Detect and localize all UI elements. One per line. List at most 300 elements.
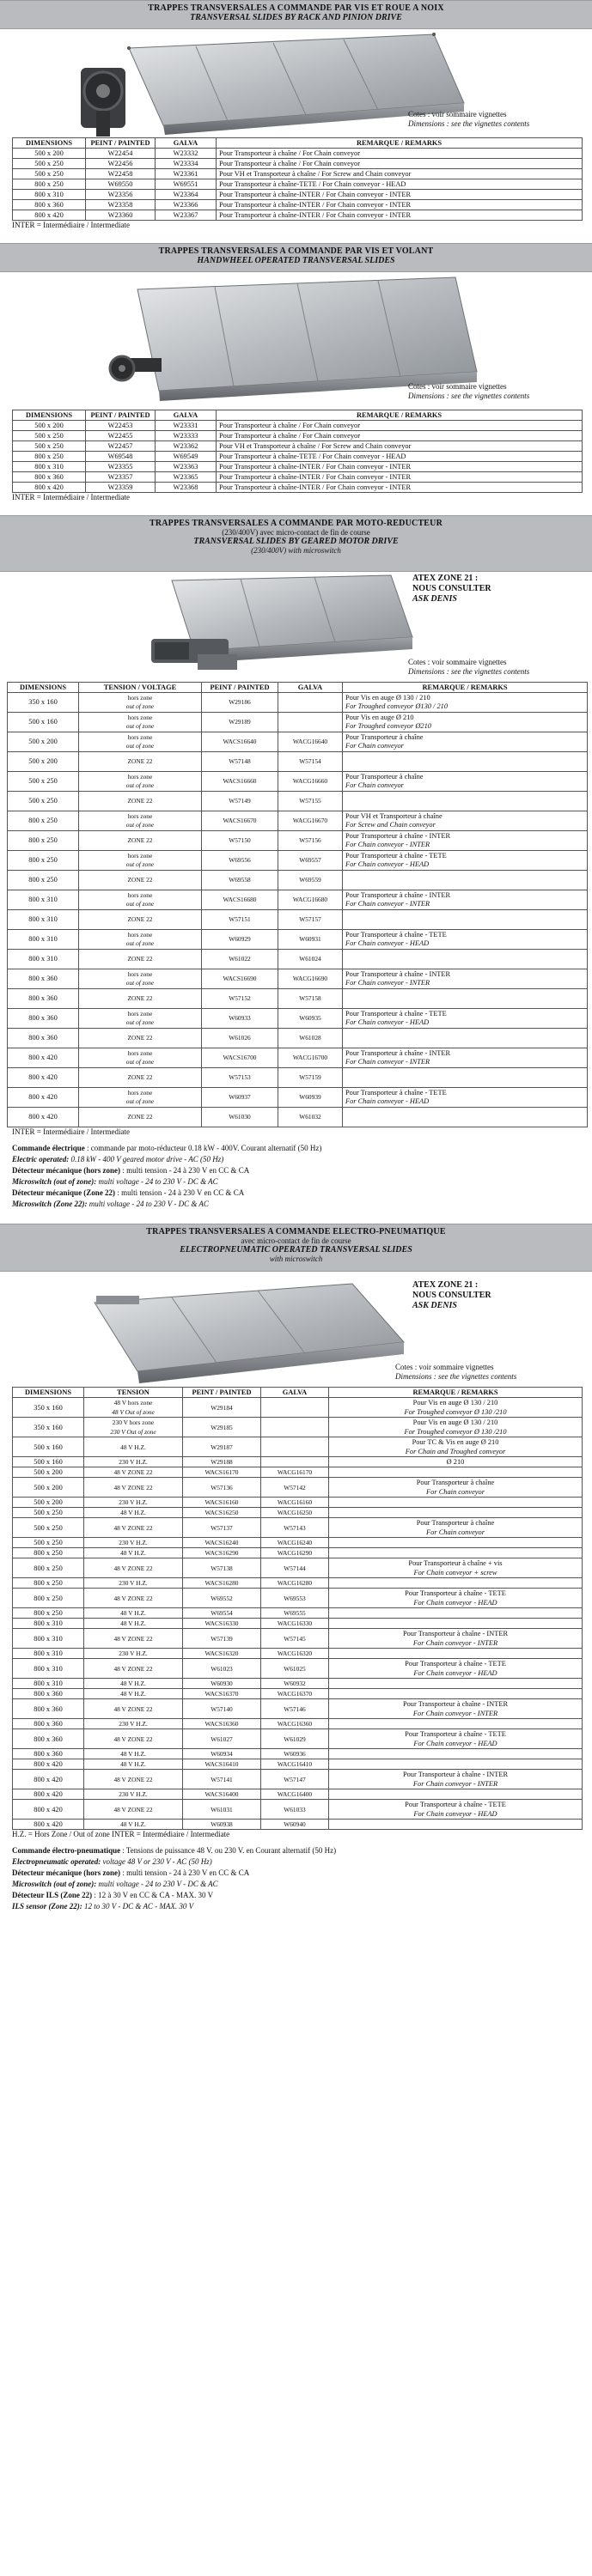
section1-title-en: TRANSVERSAL SLIDES BY RACK AND PINION DRIVE — [190, 13, 402, 22]
cell-voltage — [79, 713, 202, 732]
cell-dimensions: 800 x 420 — [8, 1068, 79, 1088]
cell-remarks — [329, 1548, 583, 1558]
tension-fr: 48 V ZONE 22 — [113, 1564, 153, 1572]
cell-painted: WACS16700 — [202, 1048, 278, 1068]
col-tension: TENSION — [84, 1388, 183, 1398]
cell-dimensions: 800 x 250 — [13, 452, 86, 462]
cell-voltage — [79, 1108, 202, 1127]
cell-remarks — [343, 772, 588, 792]
col-dimensions: DIMENSIONS — [8, 683, 79, 693]
tension-fr: 48 V ZONE 22 — [113, 1594, 153, 1602]
section3-title-fr: TRAPPES TRANSVERSALES A COMMANDE PAR MOTO-REDUCTEUR — [149, 519, 443, 528]
section2-table — [12, 410, 583, 493]
cell-galva: W57143 — [261, 1518, 329, 1538]
cell-tension — [84, 1759, 183, 1770]
tension-fr: 230 V H.Z. — [119, 1720, 148, 1728]
cell-painted: W69552 — [183, 1589, 261, 1608]
cell-galva: W61029 — [261, 1729, 329, 1749]
cell-tension — [84, 1548, 183, 1558]
remark-fr: Pour Transporteur à chaîne - INTER — [402, 1630, 509, 1637]
section2-inter-note: INTER = Intermédiaire / Intermediate — [12, 493, 131, 501]
cell-remarks: Pour Transporteur à chaîne-INTER / For Chain conveyor - INTER — [217, 472, 583, 483]
cell-dimensions: 500 x 200 — [13, 1478, 84, 1498]
cell-galva: WACG16370 — [261, 1689, 329, 1699]
cell-galva: W23367 — [156, 210, 217, 221]
remark-fr: Pour Transporteur à chaîne - TETE — [345, 851, 447, 860]
note-label: Commande électrique — [12, 1144, 85, 1152]
remark-fr: Pour Vis en auge Ø 210 — [345, 713, 414, 721]
table-row — [8, 1009, 588, 1029]
cell-remarks: Pour Transporteur à chaîne / For Chain conveyor — [217, 431, 583, 441]
remark-en: For Chain conveyor - HEAD — [413, 1810, 497, 1818]
cell-dimensions: 800 x 310 — [8, 950, 79, 969]
cell-galva — [278, 693, 343, 713]
note-label: Microswitch (Zone 22): — [12, 1200, 88, 1208]
cell-remarks — [329, 1649, 583, 1659]
cell-painted: WACS16400 — [183, 1789, 261, 1800]
section2-photo-area — [0, 272, 592, 410]
cell-dimensions: 800 x 250 — [13, 1548, 84, 1558]
table-row — [13, 1589, 583, 1608]
remark-fr: Pour Transporteur à chaîne - TETE — [345, 1009, 447, 1018]
section4-photo-area — [0, 1272, 592, 1387]
col-voltage: TENSION / VOLTAGE — [79, 683, 202, 693]
cell-dimensions: 800 x 420 — [13, 210, 86, 221]
cell-voltage — [79, 1068, 202, 1088]
table-row — [13, 1689, 583, 1699]
table-row — [8, 1068, 588, 1088]
cell-dimensions: 800 x 250 — [13, 179, 86, 190]
cell-painted: W57137 — [183, 1518, 261, 1538]
tension-fr: 48 V H.Z. — [120, 1760, 146, 1768]
note-line — [12, 1879, 592, 1890]
table-row — [8, 950, 588, 969]
cell-remarks — [343, 1029, 588, 1048]
note-text: multi voltage - 24 to 230 V - DC & AC — [96, 1177, 218, 1186]
remark-fr: Pour Vis en auge Ø 130 / 210 — [412, 1419, 498, 1426]
col-painted: PEINT / PAINTED — [86, 138, 156, 149]
cell-remarks — [343, 1009, 588, 1029]
remark-fr: Pour Transporteur à chaîne — [416, 1479, 495, 1486]
cell-tension — [84, 1467, 183, 1478]
cell-painted: W61027 — [183, 1729, 261, 1749]
table-row — [13, 169, 583, 179]
cell-dimensions: 500 x 200 — [8, 752, 79, 772]
cell-remarks: Pour Transporteur à chaîne-INTER / For Chain conveyor - INTER — [217, 200, 583, 210]
cell-painted: W60929 — [202, 930, 278, 950]
tension-fr: 230 V H.Z. — [119, 1579, 148, 1587]
section1-header — [0, 0, 592, 29]
note-text: 12 to 30 V - DC & AC - MAX. 30 V — [82, 1902, 194, 1911]
cell-painted: W57149 — [202, 792, 278, 811]
note-line — [12, 1199, 592, 1210]
voltage-en: out of zone — [125, 1097, 155, 1105]
cell-remarks — [329, 1800, 583, 1820]
voltage-fr: ZONE 22 — [127, 1072, 153, 1081]
cell-remarks — [329, 1619, 583, 1629]
cell-galva: W60940 — [261, 1820, 329, 1830]
note-text: multi voltage - 24 to 230 V - DC & AC — [87, 1200, 209, 1208]
cell-painted: W60934 — [183, 1749, 261, 1759]
atex-line2: NOUS CONSULTER — [412, 1291, 491, 1300]
remark-en: For Chain conveyor — [345, 781, 404, 789]
cell-galva — [278, 713, 343, 732]
section3-cotes-fr: Cotes : voir sommaire vignettes — [408, 658, 507, 666]
remark-en: For Troughed conveyor Ø 130 /210 — [404, 1408, 507, 1416]
cell-painted: W69550 — [86, 179, 156, 190]
remark-fr: Pour Transporteur à chaîne - TETE — [405, 1801, 506, 1808]
cell-galva: W57155 — [278, 792, 343, 811]
table-row — [13, 452, 583, 462]
note-text: : 12 à 30 V en CC & CA - MAX. 30 V — [92, 1891, 214, 1899]
col-dimensions: DIMENSIONS — [13, 138, 86, 149]
table-row — [13, 179, 583, 190]
cell-painted: WACS16160 — [183, 1498, 261, 1508]
cell-tension — [84, 1679, 183, 1689]
voltage-fr: hors zone — [127, 851, 153, 860]
cell-dimensions: 500 x 200 — [13, 421, 86, 431]
tension-fr: 230 V H.Z. — [119, 1539, 148, 1546]
section4-cotes-fr: Cotes : voir sommaire vignettes — [395, 1363, 494, 1371]
section1-inter-note: INTER = Intermédiaire / Intermediate — [12, 221, 131, 229]
cell-tension — [84, 1538, 183, 1548]
cell-remarks: Pour Transporteur à chaîne / For Chain conveyor — [217, 149, 583, 159]
note-text: : multi tension - 24 à 230 V en CC & CA — [115, 1188, 245, 1197]
cell-galva: WACG16400 — [261, 1789, 329, 1800]
table-row — [13, 431, 583, 441]
tension-fr: 48 V hors zone — [113, 1399, 153, 1406]
cell-remarks — [329, 1719, 583, 1729]
note-line — [12, 1165, 592, 1176]
section1-cotes-note — [408, 110, 529, 129]
table-row — [13, 1820, 583, 1830]
cell-remarks — [329, 1608, 583, 1619]
table-row — [8, 1108, 588, 1127]
voltage-fr: hors zone — [127, 1088, 153, 1097]
remark-en: For Chain conveyor - INTER — [345, 979, 430, 987]
note-text: : Tensions de puissance 48 V. ou 230 V. en Courant alternatif (50 Hz) — [120, 1846, 337, 1855]
cell-painted: W29185 — [183, 1418, 261, 1437]
cell-galva: WACG16410 — [261, 1759, 329, 1770]
cell-dimensions: 800 x 360 — [8, 989, 79, 1009]
cell-galva: W57142 — [261, 1478, 329, 1498]
cell-galva: WACG16250 — [261, 1508, 329, 1518]
atex-line3: ASK DENIS — [412, 1301, 457, 1310]
cell-tension — [84, 1608, 183, 1619]
cell-remarks — [329, 1770, 583, 1789]
cell-painted: W57151 — [202, 910, 278, 930]
remark-en: For Chain conveyor — [426, 1528, 485, 1536]
section3-header — [0, 515, 592, 572]
cell-remarks — [343, 871, 588, 890]
cell-remarks: Pour Transporteur à chaîne-TETE / For Chain conveyor - HEAD — [217, 452, 583, 462]
remark-fr: Pour Transporteur à chaîne - TETE — [405, 1730, 506, 1738]
cell-painted: W69558 — [202, 871, 278, 890]
tension-fr: 48 V H.Z. — [120, 1443, 146, 1451]
cell-tension — [84, 1770, 183, 1789]
section1-table-body — [13, 149, 583, 221]
cell-voltage — [79, 1029, 202, 1048]
table-row — [8, 713, 588, 732]
cell-galva: W23334 — [156, 159, 217, 169]
cell-voltage — [79, 1088, 202, 1108]
col-remarks: REMARQUE / REMARKS — [217, 410, 583, 421]
cell-painted: W23356 — [86, 190, 156, 200]
note-line — [12, 1845, 592, 1856]
note-label: Détecteur ILS (Zone 22) — [12, 1891, 93, 1899]
remark-en: For Chain conveyor - HEAD — [413, 1599, 497, 1607]
cell-tension — [84, 1398, 183, 1418]
cell-painted: W29189 — [202, 713, 278, 732]
note-label: Electric operated: — [12, 1155, 70, 1163]
cell-remarks — [329, 1418, 583, 1437]
cell-painted: W57148 — [202, 752, 278, 772]
table-row — [13, 1719, 583, 1729]
cell-remarks: Pour Transporteur à chaîne-INTER / For Chain conveyor - INTER — [217, 190, 583, 200]
cell-tension — [84, 1749, 183, 1759]
cell-dimensions: 800 x 360 — [13, 200, 86, 210]
remark-fr: Pour Transporteur à chaîne - INTER — [345, 1048, 451, 1057]
cell-painted: W69548 — [86, 452, 156, 462]
note-line — [12, 1176, 592, 1188]
cell-galva: W57147 — [261, 1770, 329, 1789]
cell-dimensions: 500 x 250 — [13, 1518, 84, 1538]
voltage-fr: ZONE 22 — [127, 993, 153, 1002]
cell-galva: WACG16290 — [261, 1548, 329, 1558]
atex-line1: ATEX ZONE 21 : — [412, 574, 479, 583]
cell-remarks — [329, 1699, 583, 1719]
cell-remarks — [343, 713, 588, 732]
cell-galva: W60935 — [278, 1009, 343, 1029]
cell-galva: W57157 — [278, 910, 343, 930]
cell-painted: W22454 — [86, 149, 156, 159]
cell-galva: W57146 — [261, 1699, 329, 1719]
cell-dimensions: 800 x 310 — [13, 462, 86, 472]
cell-tension — [84, 1689, 183, 1699]
cell-remarks: Pour Transporteur à chaîne-INTER / For Chain conveyor - INTER — [217, 462, 583, 472]
table-row — [13, 1608, 583, 1619]
cell-painted: WACS16240 — [183, 1538, 261, 1548]
cell-remarks — [343, 969, 588, 989]
cell-dimensions: 500 x 250 — [13, 441, 86, 452]
cell-galva: WACG16240 — [261, 1538, 329, 1548]
tension-fr: 48 V ZONE 22 — [113, 1483, 153, 1492]
cell-galva: W23363 — [156, 462, 217, 472]
cell-voltage — [79, 1048, 202, 1068]
cell-dimensions: 500 x 250 — [8, 772, 79, 792]
remark-en: For Chain conveyor - HEAD — [345, 1097, 430, 1105]
table-row — [8, 1048, 588, 1068]
cell-painted: W22456 — [86, 159, 156, 169]
note-text: : commande par moto-réducteur 0.18 kW - 400V. Courant alternatif (50 Hz) — [84, 1144, 322, 1152]
cell-remarks — [329, 1478, 583, 1498]
section1-cotes-fr: Cotes : voir sommaire vignettes — [408, 110, 507, 118]
table-row — [8, 732, 588, 752]
remark-en: For Chain conveyor - HEAD — [413, 1740, 497, 1747]
voltage-fr: ZONE 22 — [127, 756, 153, 765]
note-line — [12, 1188, 592, 1199]
table-row — [8, 811, 588, 831]
table-row — [8, 871, 588, 890]
note-line — [12, 1868, 592, 1879]
cell-tension — [84, 1719, 183, 1729]
table-row — [13, 1770, 583, 1789]
cell-painted: W29184 — [183, 1398, 261, 1418]
cell-painted: W60938 — [183, 1820, 261, 1830]
cell-dimensions: 800 x 420 — [13, 483, 86, 493]
cell-galva: W60939 — [278, 1088, 343, 1108]
cell-remarks: Pour Transporteur à chaîne / For Chain conveyor — [217, 159, 583, 169]
cell-galva: W57144 — [261, 1558, 329, 1578]
note-label: ILS sensor (Zone 22): — [12, 1902, 82, 1911]
cell-voltage — [79, 792, 202, 811]
cell-dimensions: 800 x 420 — [13, 1800, 84, 1820]
voltage-fr: ZONE 22 — [127, 875, 153, 884]
voltage-fr: hors zone — [127, 713, 153, 721]
voltage-fr: hors zone — [127, 1009, 153, 1018]
cell-remarks — [343, 831, 588, 851]
cell-dimensions: 800 x 420 — [13, 1770, 84, 1789]
cell-dimensions: 500 x 250 — [13, 1538, 84, 1548]
remark-fr: Pour TC & Vis en auge Ø 210 — [412, 1438, 499, 1446]
section1-title-fr: TRAPPES TRANSVERSALES A COMMANDE PAR VIS ET ROUE A NOIX — [148, 3, 444, 13]
cell-remarks — [329, 1679, 583, 1689]
section3-cotes-en: Dimensions : see the vignettes contents — [408, 667, 530, 676]
cell-dimensions: 800 x 250 — [13, 1578, 84, 1589]
section4-hz-note: H.Z. = Hors Zone / Out of zone INTER = Intermédiaire / Intermediate — [12, 1830, 230, 1838]
table-row — [13, 1578, 583, 1589]
table-row — [13, 1457, 583, 1467]
cell-dimensions: 800 x 360 — [8, 1009, 79, 1029]
voltage-en: out of zone — [125, 821, 155, 829]
cell-galva: W60936 — [261, 1749, 329, 1759]
col-dimensions: DIMENSIONS — [13, 1388, 84, 1398]
cell-galva: W57145 — [261, 1629, 329, 1649]
section4-notes — [12, 1845, 592, 1912]
cell-remarks — [329, 1538, 583, 1548]
cell-painted: W23357 — [86, 472, 156, 483]
cell-voltage — [79, 930, 202, 950]
cell-galva: WACG16360 — [261, 1719, 329, 1729]
cell-dimensions: 800 x 360 — [13, 1719, 84, 1729]
atex-line1: ATEX ZONE 21 : — [412, 1280, 479, 1290]
cell-painted: W69554 — [183, 1608, 261, 1619]
section4-title-fr: TRAPPES TRANSVERSALES A COMMANDE ELECTRO-PNEUMATIQUE — [146, 1227, 446, 1236]
cell-dimensions: 800 x 310 — [13, 1619, 84, 1629]
cell-tension — [84, 1649, 183, 1659]
cell-dimensions: 800 x 360 — [13, 1689, 84, 1699]
section4-atex-note — [412, 1280, 491, 1311]
table-row — [8, 752, 588, 772]
section3-cotes-note — [408, 658, 529, 677]
remark-fr: Pour Transporteur à chaîne - TETE — [405, 1660, 506, 1668]
cell-galva: W69557 — [278, 851, 343, 871]
cell-remarks — [329, 1398, 583, 1418]
cell-painted: W57153 — [202, 1068, 278, 1088]
cell-galva: W60932 — [261, 1679, 329, 1689]
cell-tension — [84, 1800, 183, 1820]
cell-galva: W23331 — [156, 421, 217, 431]
voltage-fr: ZONE 22 — [127, 796, 153, 805]
col-galva: GALVA — [156, 410, 217, 421]
cell-galva: W23362 — [156, 441, 217, 452]
col-galva: GALVA — [156, 138, 217, 149]
remark-fr: Pour Transporteur à chaîne - INTER — [402, 1700, 509, 1708]
cell-painted: W57139 — [183, 1629, 261, 1649]
table-row — [13, 1800, 583, 1820]
voltage-fr: hors zone — [127, 969, 153, 978]
cell-tension — [84, 1820, 183, 1830]
note-text: 0.18 kW - 400 V geared motor drive - AC (50 Hz) — [69, 1155, 224, 1163]
section4-title-en2: with microswitch — [269, 1255, 323, 1263]
voltage-fr: ZONE 22 — [127, 954, 153, 963]
cell-galva: W57158 — [278, 989, 343, 1009]
cell-voltage — [79, 950, 202, 969]
note-label: Détecteur mécanique (hors zone) — [12, 1868, 121, 1877]
atex-line3: ASK DENIS — [412, 594, 457, 604]
cell-remarks — [329, 1518, 583, 1538]
cell-remarks — [329, 1558, 583, 1578]
cell-painted: W61022 — [202, 950, 278, 969]
cell-remarks — [343, 752, 588, 772]
remark-en: For Chain conveyor - INTER — [345, 1058, 430, 1066]
cell-galva: W57156 — [278, 831, 343, 851]
cell-tension — [84, 1418, 183, 1437]
cell-galva: W69551 — [156, 179, 217, 190]
cell-galva: WACG16690 — [278, 969, 343, 989]
table-row — [13, 1478, 583, 1498]
tension-en: 48 V Out of zone — [112, 1408, 155, 1416]
note-label: Microswitch (out of zone): — [12, 1177, 97, 1186]
cell-galva — [261, 1457, 329, 1467]
tension-fr: 230 V H.Z. — [119, 1458, 148, 1466]
table-row — [13, 1558, 583, 1578]
col-painted: PEINT / PAINTED — [86, 410, 156, 421]
section3-photo-area — [0, 572, 592, 682]
cell-voltage — [79, 851, 202, 871]
cell-remarks — [343, 989, 588, 1009]
table-row — [13, 210, 583, 221]
cell-dimensions: 800 x 360 — [13, 1699, 84, 1719]
tension-fr: 48 V H.Z. — [120, 1509, 146, 1516]
cell-dimensions: 800 x 310 — [13, 1659, 84, 1679]
cell-painted: WACS16360 — [183, 1719, 261, 1729]
cell-tension — [84, 1619, 183, 1629]
cell-painted: W61030 — [202, 1108, 278, 1127]
cell-galva: W57154 — [278, 752, 343, 772]
cell-dimensions: 800 x 420 — [13, 1820, 84, 1830]
cell-remarks — [329, 1629, 583, 1649]
cell-remarks — [343, 811, 588, 831]
voltage-en: out of zone — [125, 900, 155, 908]
cell-voltage — [79, 989, 202, 1009]
section3-inter-note: INTER = Intermédiaire / Intermediate — [12, 1127, 131, 1136]
table-row — [13, 1548, 583, 1558]
table-row — [8, 831, 588, 851]
cell-remarks — [343, 851, 588, 871]
table-row — [13, 421, 583, 431]
remark-fr: Pour Vis en auge Ø 130 / 210 — [412, 1399, 498, 1406]
cell-galva: W23366 — [156, 200, 217, 210]
voltage-en: out of zone — [125, 702, 155, 710]
section4-title-en: ELECTROPNEUMATIC OPERATED TRANSVERSAL SLIDES — [180, 1245, 412, 1255]
cell-dimensions: 800 x 250 — [8, 871, 79, 890]
cell-remarks: Pour VH et Transporteur à chaîne / For Screw and Chain conveyor — [217, 441, 583, 452]
section3-title-en2: (230/400V) with microswitch — [251, 546, 341, 555]
table-row — [13, 1749, 583, 1759]
cell-painted: W22453 — [86, 421, 156, 431]
cell-galva: W69549 — [156, 452, 217, 462]
